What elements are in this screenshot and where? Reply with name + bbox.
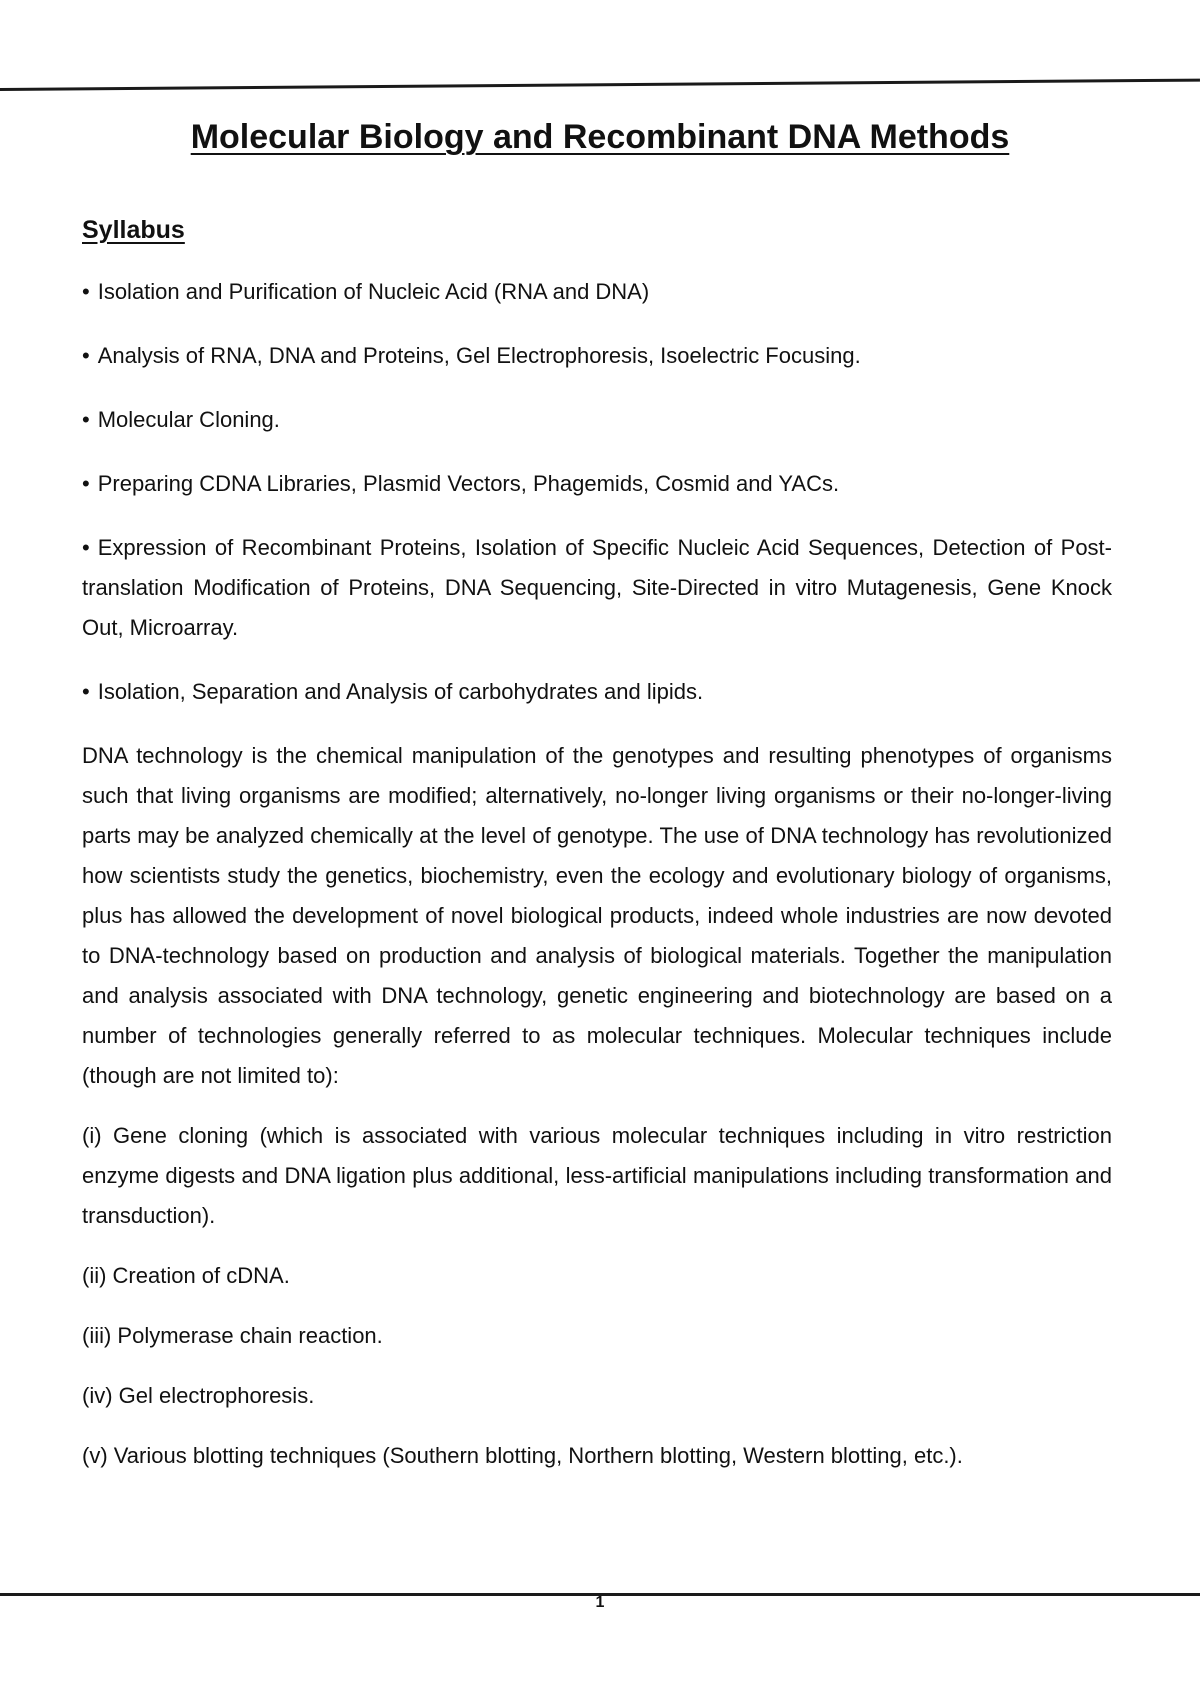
page-title-text: Molecular Biology and Recombinant DNA Methods <box>190 118 1010 156</box>
syllabus-list <box>82 272 1112 712</box>
syllabus-item: • Isolation, Separation and Analysis of carbohydrates and lipids. <box>82 672 1112 712</box>
technique-item: (iv) Gel electrophoresis. <box>82 1383 315 1408</box>
technique-item: (iii) Polymerase chain reaction. <box>82 1323 383 1348</box>
page-number: 1 <box>595 1594 605 1611</box>
syllabus-item: • Preparing CDNA Libraries, Plasmid Vectors, Phagemids, Cosmid and YACs. <box>82 464 1112 504</box>
page-title <box>0 118 1200 157</box>
top-divider <box>0 79 1200 91</box>
syllabus-item: • Isolation and Purification of Nucleic Acid (RNA and DNA) <box>82 272 1112 312</box>
syllabus-item: • Expression of Recombinant Proteins, Isolation of Specific Nucleic Acid Sequences, Detection of Post-translation Modification of Proteins, DNA Sequencing, Site-Directed in vitro Mutagenesis, Gene Knock Out, Microarray. <box>82 528 1112 648</box>
syllabus-heading: Syllabus <box>82 216 185 244</box>
syllabus-item: • Analysis of RNA, DNA and Proteins, Gel Electrophoresis, Isoelectric Focusing. <box>82 336 1112 376</box>
syllabus-item: • Molecular Cloning. <box>82 400 1112 440</box>
intro-paragraph: DNA technology is the chemical manipulation of the genotypes and resulting phenotypes of organisms such that living organisms are modified; alternatively, no-longer living organisms or their no-longer-living parts may be analyzed chemically at the level of genotype. The use of DNA technology has revolutionized how scientists study the genetics, biochemistry, even the ecology and evolutionary biology of organisms, plus has allowed the development of novel biological products, indeed whole industries are now devoted to DNA-technology based on production and analysis of biological materials. Together the manipulation and analysis associated with DNA technology, genetic engineering and biotechnology are based on a number of technologies generally referred to as molecular techniques. Molecular techniques include (though are not limited to): <box>82 743 1112 1088</box>
page-content <box>82 210 1112 1496</box>
technique-item: (i) Gene cloning (which is associated with various molecular techniques including in vitro restriction enzyme digests and DNA ligation plus additional, less-artificial manipulations including transformation and transduction). <box>82 1123 1112 1228</box>
technique-item: (v) Various blotting techniques (Southern blotting, Northern blotting, Western blotting, etc.). <box>82 1443 963 1468</box>
technique-item: (ii) Creation of cDNA. <box>82 1263 290 1288</box>
